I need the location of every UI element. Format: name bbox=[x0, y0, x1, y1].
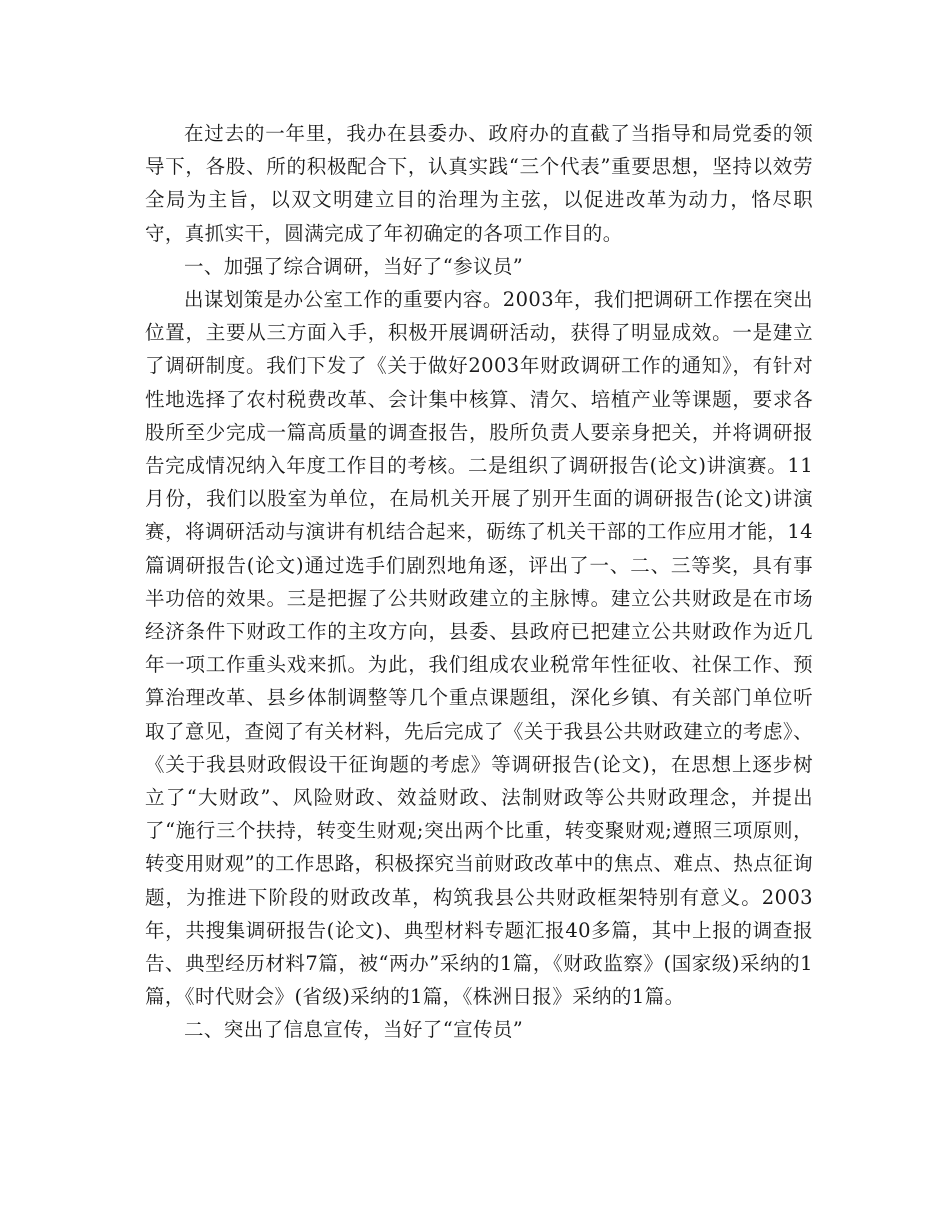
section-1-paragraph: 出谋划策是办公室工作的重要内容。2003年，我们把调研工作摆在突出位置，主要从三方面入手，积极开展调研活动，获得了明显成效。一是建立了调研制度。我们下发了《关于做好2003年财政调研工作的通知》，有针对性地选择了农村税费改革、会计集中核算、清欠、培植产业等课题，要求各股所至少完成一篇高质量的调查报告，股所负责人要亲身把关，并将调研报告完成情况纳入年度工作目的考核。二是组织了调研报告(论文)讲演赛。11月份，我们以股室为单位，在局机关开展了别开生面的调研报告(论文)讲演赛，将调研活动与演讲有机结合起来，砺练了机关干部的工作应用才能，14篇调研报告(论文)通过选手们剧烈地角逐，评出了一、二、三等奖，具有事半功倍的效果。三是把握了公共财政建立的主脉博。建立公共财政是在市场经济条件下财政工作的主攻方向，县委、县政府已把建立公共财政作为近几年一项工作重头戏来抓。为此，我们组成农业税常年性征收、社保工作、预算治理改革、县乡体制调整等几个重点课题组，深化乡镇、有关部门单位听取了意见，查阅了有关材料，先后完成了《关于我县公共财政建立的考虑》、《关于我县财政假设干征询题的考虑》等调研报告(论文)，在思想上逐步树立了“大财政”、风险财政、效益财政、法制财政等公共财政理念，并提出了“施行三个扶持，转变生财观;突出两个比重，转变聚财观;遵照三项原则，转变用财观”的工作思路，积极探究当前财政改革中的焦点、难点、热点征询题，为推进下阶段的财政改革，构筑我县公共财政框架特别有意义。2003年，共搜集调研报告(论文)、典型材料专题汇报40多篇，其中上报的调查报告、典型经历材料7篇，被“两办”采纳的1篇，《财政监察》(国家级)采纳的1篇，《时代财会》(省级)采纳的1篇，《株洲日报》采纳的1篇。 bbox=[145, 288, 813, 1009]
section-heading-1: 一、加强了综合调研，当好了“参议员” bbox=[184, 254, 524, 278]
document-body bbox=[145, 117, 813, 1047]
section-heading-2: 二、突出了信息宣传，当好了“宣传员” bbox=[184, 1018, 524, 1042]
intro-paragraph: 在过去的一年里，我办在县委办、政府办的直截了当指导和局党委的领导下，各股、所的积极配合下，认真实践“三个代表”重要思想，坚持以效劳全局为主旨，以双文明建立目的治理为主弦，以促进改革为动力，恪尽职守，真抓实干，圆满完成了年初确定的各项工作目的。 bbox=[145, 122, 813, 245]
